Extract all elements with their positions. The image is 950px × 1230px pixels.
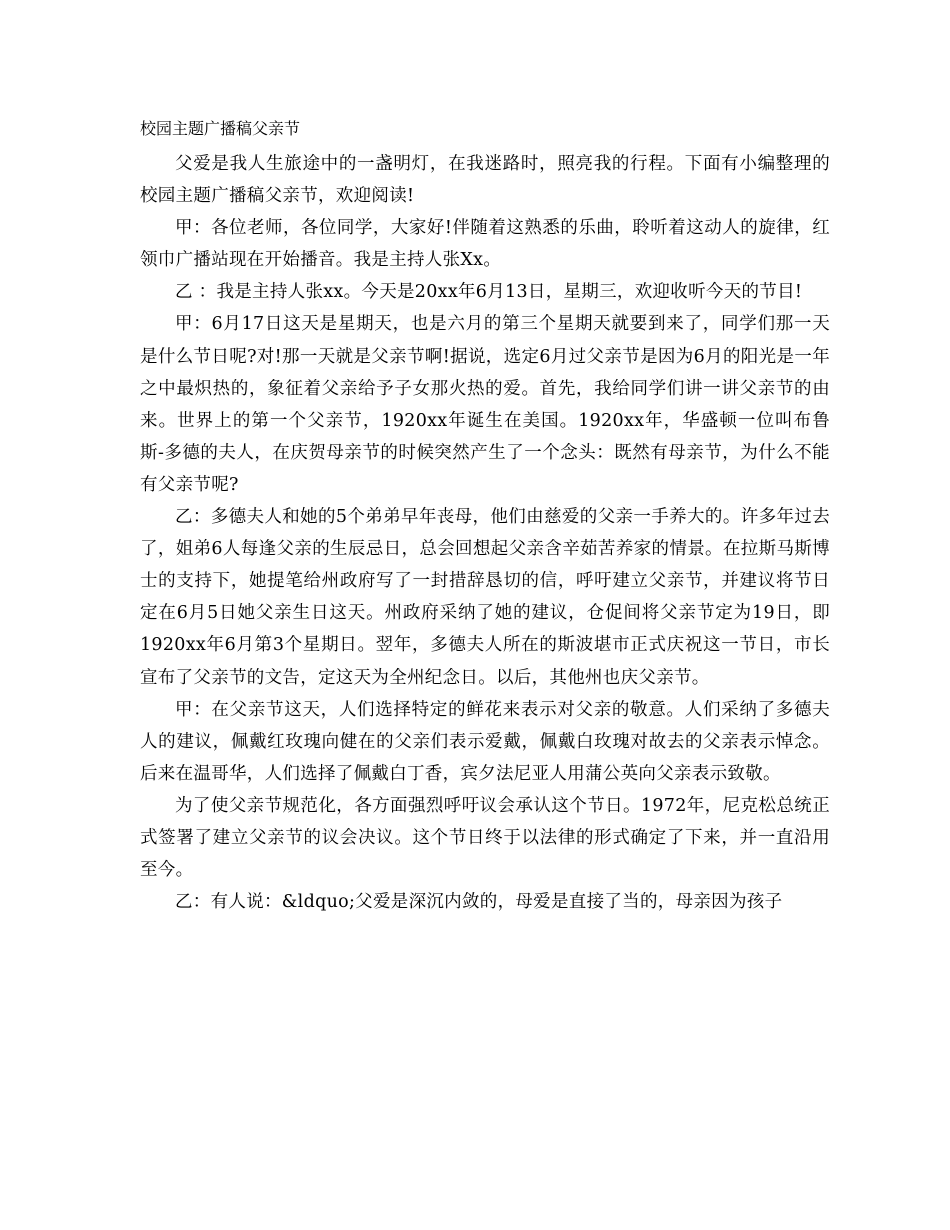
paragraph-fathers-love: 乙：有人说：&ldquo;父爱是深沉内敛的，母爱是直接了当的，母亲因为孩子 [175,892,783,913]
paragraph-flowers: 甲：在父亲节这天，人们选择特定的鲜花来表示对父亲的敬意。人们采纳了多德夫人的建议，佩戴红玫瑰向健在的父亲们表示爱戴，佩戴白玫瑰对故去的父亲表示悼念。后来在温哥华，人们选择了佩戴白丁香，宾夕法尼亚人用蒲公英向父亲表示致敬。 [140,699,830,784]
paragraph-legislation: 为了使父亲节规范化，各方面强烈呼吁议会承认这个节日。1972年，尼克松总统正式签署了建立父亲节的议会决议。这个节日终于以法律的形式确定了下来，并一直沿用至今。 [140,795,830,881]
paragraph-host-yi-greeting: 乙 ：我是主持人张xx。今天是20xx年6月13日，星期三，欢迎收听今天的节目! [175,282,803,303]
paragraph-dodd-story: 乙：多德夫人和她的5个弟弟早年丧母，他们由慈爱的父亲一手养大的。许多年过去了，姐弟6人每逢父亲的生辰忌日，总会回想起父亲含辛茹苦养家的情景。在拉斯马斯博士的支持下，她提笔给州政府写了一封措辞恳切的信，呼吁建立父亲节，并建议将节日定在6月5日她父亲生日这天。州政府采纳了她的建议，仓促间将父亲节定为19日，即1920xx年6月第3个星期日。翌年，多德夫人所在的斯波堪市正式庆祝这一节日，市长宣布了父亲节的文告，定这天为全州纪念日。以后，其他州也庆父亲节。 [140,507,830,688]
paragraph-fathers-day-origin: 甲：6月17日这天是星期天，也是六月的第三个星期天就要到来了，同学们那一天是什么节日呢?对!那一天就是父亲节啊!据说，选定6月过父亲节是因为6月的阳光是一年之中最炽热的，象征着父亲给予子女那火热的爱。首先，我给同学们讲一讲父亲节的由来。世界上的第一个父亲节，1920xx年诞生在美国。1920xx年，华盛顿一位叫布鲁斯-多德的夫人，在庆贺母亲节的时候突然产生了一个念头：既然有母亲节，为什么不能有父亲节呢? [140,314,830,495]
document-body [140,148,830,918]
paragraph-intro: 父爱是我人生旅途中的一盏明灯，在我迷路时，照亮我的行程。下面有小编整理的校园主题广播稿父亲节，欢迎阅读! [140,154,830,207]
paragraph-host-jia-greeting: 甲：各位老师，各位同学，大家好!伴随着这熟悉的乐曲，聆听着这动人的旋律，红领巾广播站现在开始播音。我是主持人张Xx。 [140,218,830,271]
document-title: 校园主题广播稿父亲节 [140,119,301,138]
